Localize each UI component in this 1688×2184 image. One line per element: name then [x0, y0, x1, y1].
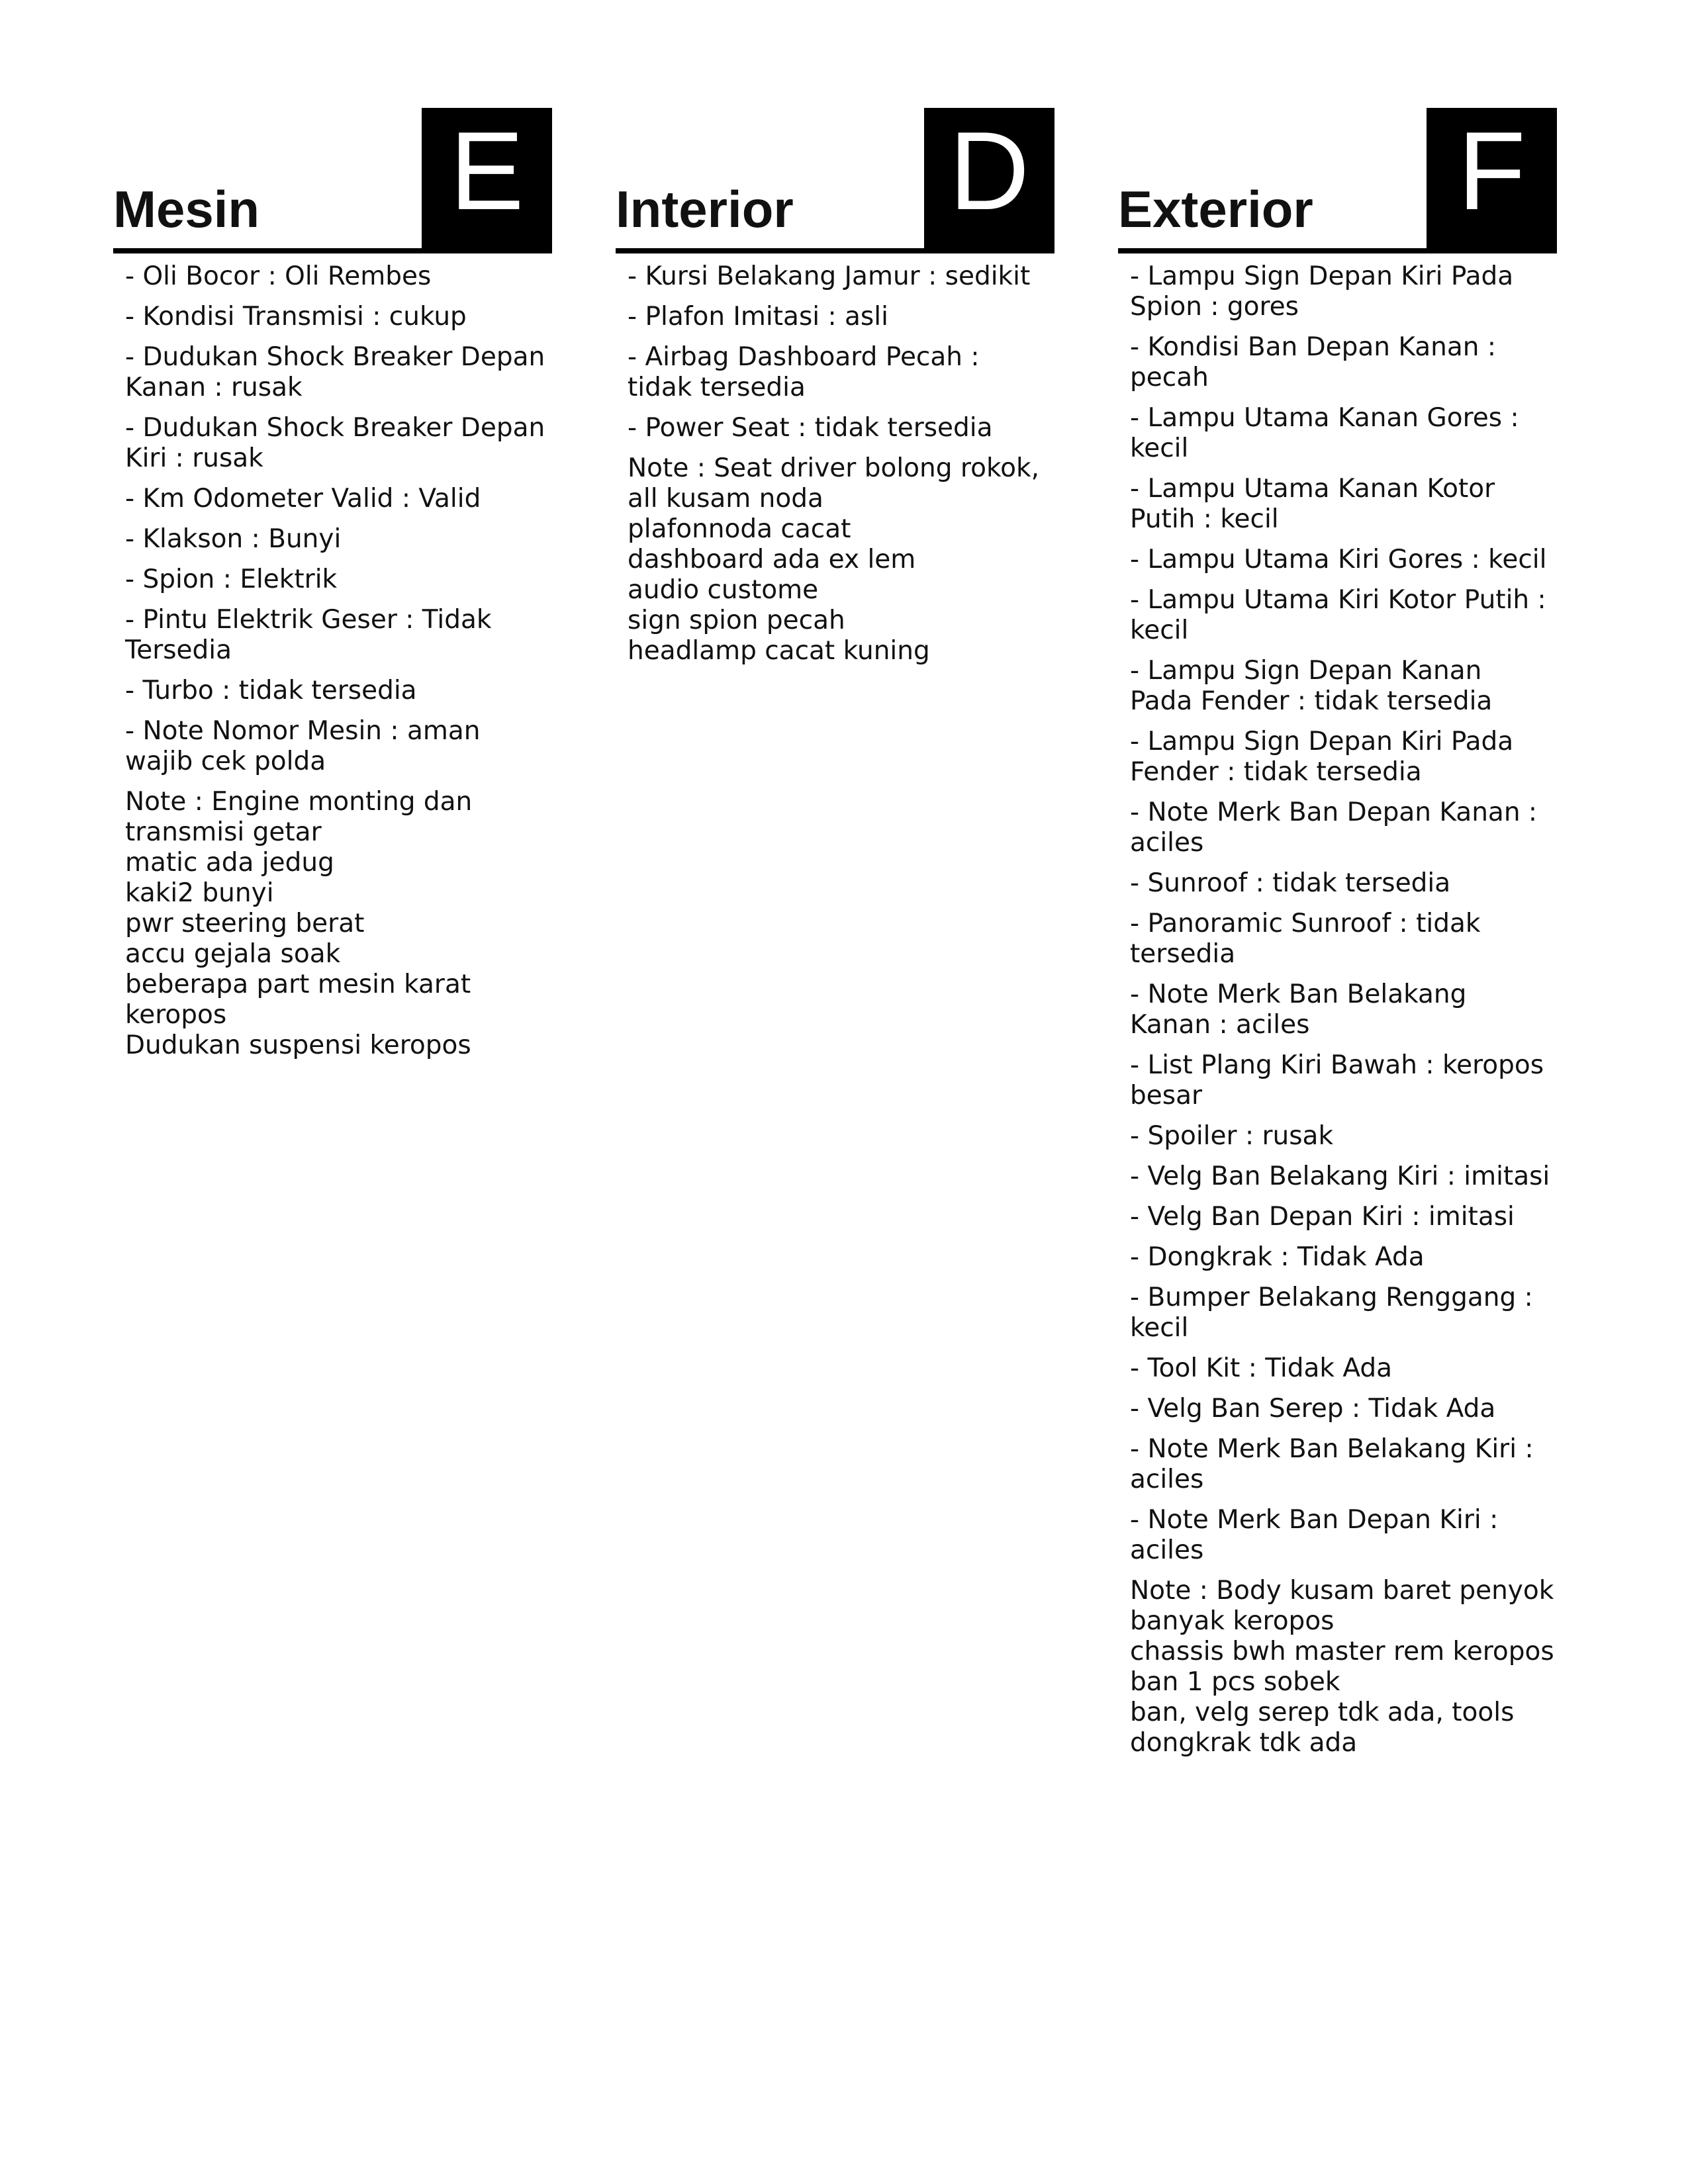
inspection-item: - Lampu Utama Kiri Kotor Putih : kecil [1130, 585, 1546, 645]
inspection-item: - Kondisi Transmisi : cukup [125, 302, 467, 332]
section-header [1118, 108, 1557, 253]
grade-badge: E [422, 108, 552, 248]
section-note: Note : Body kusam baret penyok banyak keropos chassis bwh master rem keropos ban 1 pcs sobek ban, velg serep tdk ada, tools dongkrak tdk ada [1130, 1576, 1554, 1758]
inspection-item: - Velg Ban Depan Kiri : imitasi [1130, 1202, 1515, 1232]
inspection-list [1118, 253, 1557, 1566]
section-interior [616, 108, 1055, 666]
inspection-item: - Note Merk Ban Belakang Kanan : aciles [1130, 979, 1467, 1040]
inspection-list [616, 253, 1055, 443]
grade-badge: D [924, 108, 1055, 248]
inspection-item: - Velg Ban Serep : Tidak Ada [1130, 1394, 1496, 1424]
inspection-item: - Lampu Utama Kanan Kotor Putih : kecil [1130, 474, 1495, 534]
inspection-item: - Panoramic Sunroof : tidak tersedia [1130, 909, 1481, 969]
inspection-item: - List Plang Kiri Bawah : keropos besar [1130, 1050, 1544, 1111]
inspection-item: - Sunroof : tidak tersedia [1130, 868, 1451, 898]
inspection-item: - Dongkrak : Tidak Ada [1130, 1242, 1425, 1272]
inspection-item: - Note Merk Ban Belakang Kiri : aciles [1130, 1434, 1534, 1494]
inspection-item: - Power Seat : tidak tersedia [628, 413, 993, 443]
inspection-item: - Km Odometer Valid : Valid [125, 484, 481, 514]
inspection-item: - Tool Kit : Tidak Ada [1130, 1353, 1392, 1383]
section-title: Mesin [113, 180, 260, 238]
inspection-item: - Lampu Sign Depan Kiri Pada Spion : gores [1130, 261, 1514, 322]
section-note: Note : Seat driver bolong rokok, all kusam noda plafonnoda cacat dashboard ada ex lem audio custome sign spion pecah headlamp cacat kuning [628, 453, 1039, 666]
inspection-item: - Kondisi Ban Depan Kanan : pecah [1130, 332, 1497, 392]
inspection-item: - Turbo : tidak tersedia [125, 676, 417, 705]
inspection-item: - Velg Ban Belakang Kiri : imitasi [1130, 1161, 1550, 1191]
inspection-item: - Oli Bocor : Oli Rembes [125, 261, 432, 291]
section-note: Note : Engine monting dan transmisi getar matic ada jedug kaki2 bunyi pwr steering berat accu gejala soak beberapa part mesin karat keropos Dudukan suspensi keropos [125, 787, 473, 1060]
inspection-item: - Klakson : Bunyi [125, 524, 342, 554]
grade-badge: F [1427, 108, 1557, 248]
inspection-item: - Pintu Elektrik Geser : Tidak Tersedia [125, 605, 492, 665]
inspection-item: - Lampu Sign Depan Kiri Pada Fender : tidak tersedia [1130, 727, 1514, 787]
section-mesin [113, 108, 552, 1061]
section-title: Exterior [1118, 180, 1313, 238]
inspection-item: - Bumper Belakang Renggang : kecil [1130, 1283, 1533, 1343]
inspection-item: - Dudukan Shock Breaker Depan Kanan : rusak [125, 342, 545, 402]
inspection-item: - Note Merk Ban Depan Kanan : aciles [1130, 797, 1538, 858]
section-title: Interior [616, 180, 794, 238]
inspection-item: - Dudukan Shock Breaker Depan Kiri : rusak [125, 413, 545, 473]
inspection-item: - Plafon Imitasi : asli [628, 302, 888, 332]
inspection-item: - Note Nomor Mesin : aman wajib cek polda [125, 716, 481, 776]
inspection-item: - Lampu Utama Kiri Gores : kecil [1130, 545, 1547, 574]
inspection-item: - Spion : Elektrik [125, 565, 338, 594]
inspection-list [113, 253, 552, 777]
inspection-item: - Lampu Utama Kanan Gores : kecil [1130, 403, 1519, 463]
inspection-item: - Kursi Belakang Jamur : sedikit [628, 261, 1031, 291]
section-header [616, 108, 1055, 253]
inspection-item: - Spoiler : rusak [1130, 1121, 1334, 1151]
section-header [113, 108, 552, 253]
inspection-item: - Note Merk Ban Depan Kiri : aciles [1130, 1505, 1499, 1565]
inspection-item: - Airbag Dashboard Pecah : tidak tersedia [628, 342, 980, 402]
inspection-item: - Lampu Sign Depan Kanan Pada Fender : tidak tersedia [1130, 656, 1493, 716]
section-exterior [1118, 108, 1557, 1758]
